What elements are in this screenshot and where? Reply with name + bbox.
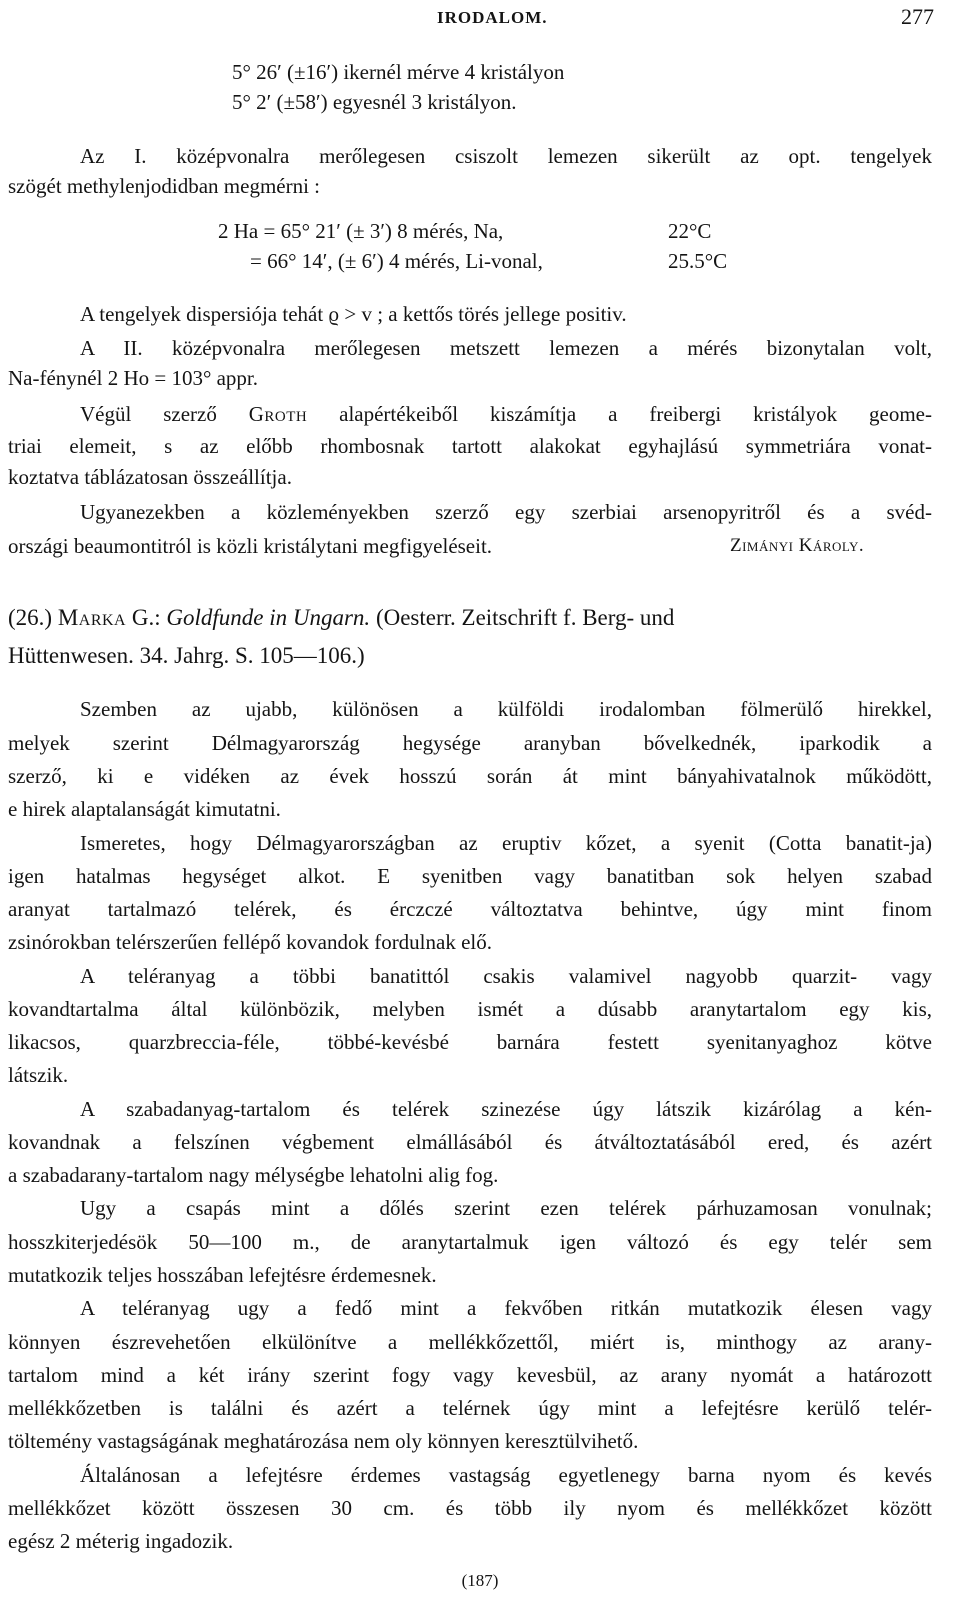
body-line: könnyen észrevehetően elkülönítve a mellékkőzettől, miért is, minthogy az arany- xyxy=(8,1330,932,1354)
paragraph-line: A II. középvonalra merőlegesen metszett lemezen a mérés bizonytalan volt, xyxy=(80,336,932,360)
body-line: Ugy a csapás mint a dőlés szerint ezen telérek párhuzamosan vonulnak; xyxy=(80,1196,932,1220)
body-line: mellékkőzetben is találni és azért a telérnek úgy mint a lefejtésre kerülő telér- xyxy=(8,1396,932,1420)
body-line: látszik. xyxy=(8,1063,69,1087)
angle-row-value: 2 Ha = 65° 21′ (± 3′) 8 mérés, Na, xyxy=(218,219,504,243)
sheet-number: (187) xyxy=(461,1571,499,1590)
body-line: kovandtartalma által különbözik, melyben ismét a dúsabb aranytartalom egy kis, xyxy=(8,997,932,1021)
body-line: zsinórokban telérszerűen fellépő kovandok fordulnak elő. xyxy=(8,930,492,954)
paragraph-line: Ugyanezekben a közleményekben szerző egy szerbiai arsenopyritről és a svéd- xyxy=(80,500,932,524)
measurement-line: 5° 2′ (±58′) egyesnél 3 kristályon. xyxy=(232,90,517,114)
reference-author-initial: G.: xyxy=(131,605,161,630)
reviewer-signature: Zimányi Károly. xyxy=(730,535,865,556)
body-line: A teléranyag a többi banatittól csakis valamivel nagyobb quarzit- vagy xyxy=(80,964,932,988)
body-line: A szabadanyag-tartalom és telérek szinezése úgy látszik kizárólag a kén- xyxy=(80,1097,932,1121)
body-line: Szemben az ujabb, különösen a külföldi irodalomban fölmerülő hirekkel, xyxy=(80,697,932,721)
paragraph-line: koztatva táblázatosan összeállítja. xyxy=(8,465,292,489)
reference-number: (26.) xyxy=(8,605,53,630)
body-line: Általánosan a lefejtésre érdemes vastagság egyetlenegy barna nyom és kevés xyxy=(80,1463,932,1487)
paragraph-line: Végül szerző Groth alapértékeiből kiszámítja a freibergi kristályok geome- xyxy=(80,402,932,426)
body-line: Ismeretes, hogy Délmagyarországban az eruptiv kőzet, a syenit (Cotta banatit-ja) xyxy=(80,831,932,855)
paragraph-line: A tengelyek dispersiója tehát ϱ > v ; a kettős törés jellege positiv. xyxy=(80,302,627,326)
body-line: szerző, ki e vidéken az évek hosszú során át mint bányahivatalnok működött, xyxy=(8,764,932,788)
body-line: egész 2 méterig ingadozik. xyxy=(8,1529,234,1553)
reference-author: Marka xyxy=(57,605,127,630)
paragraph-line: triai elemeit, s az előbb rhombosnak tartott alakokat egyhajlású symmetriára vonat- xyxy=(8,434,932,458)
paragraph-line: Na-fénynél 2 Ho = 103° appr. xyxy=(8,366,259,390)
page-header xyxy=(437,4,934,34)
body-line: töltemény vastagságának meghatározása nem oly könnyen keresztülvihető. xyxy=(8,1429,639,1453)
paragraph-line: Az I. középvonalra merőlegesen csiszolt lemezen sikerült az opt. tengelyek xyxy=(80,144,932,168)
angle-row-temp: 22°C xyxy=(668,219,712,243)
body-line: igen hatalmas hegységet alkot. E syenitben vagy banatitban sok helyen szabad xyxy=(8,864,932,888)
angle-row-temp: 25.5°C xyxy=(668,249,728,273)
angle-row-value: = 66° 14′, (± 6′) 4 mérés, Li-vonal, xyxy=(250,249,543,273)
body-line: mutatkozik teljes hosszában lefejtésre érdemesnek. xyxy=(8,1263,437,1287)
body-line: aranyat tartalmazó telérek, és érczczé változtatva behintve, úgy mint finom xyxy=(8,897,932,921)
body-line: A teléranyag ugy a fedő mint a fekvőben ritkán mutatkozik élesen vagy xyxy=(80,1296,932,1320)
body-line: likacsos, quarzbreccia-féle, többé-kevésbé barnára festett syenitanyaghoz kötve xyxy=(8,1030,932,1054)
page-number: 277 xyxy=(901,4,934,29)
author-name: Groth xyxy=(248,402,308,426)
running-title: IRODALOM. xyxy=(437,8,548,27)
paragraph-line: szögét methylenjodidban megmérni : xyxy=(8,174,321,198)
reference-heading xyxy=(8,604,674,632)
paragraph-line: országi beaumontitról is közli kristálytani megfigyeléseit. xyxy=(8,534,493,558)
body-line: mellékkőzet között összesen 30 cm. és több ily nyom és mellékkőzet között xyxy=(8,1496,932,1520)
reference-journal: (Oesterr. Zeitschrift f. Berg- und xyxy=(375,605,675,630)
body-line: melyek szerint Délmagyarország hegysége aranyban bővelkednék, iparkodik a xyxy=(8,731,932,755)
body-line: a szabadarany-tartalom nagy mélységbe lehatolni alig fog. xyxy=(8,1163,499,1187)
reference-title: Goldfunde in Ungarn. xyxy=(166,605,371,630)
body-line: kovandnak a felszínen végbement elmállásából és átváltoztatásából ered, és azért xyxy=(8,1130,932,1154)
measurement-line: 5° 26′ (±16′) ikernél mérve 4 kristályon xyxy=(232,60,565,84)
body-line: e hirek alaptalanságát kimutatni. xyxy=(8,797,281,821)
reference-line: Hüttenwesen. 34. Jahrg. S. 105—106.) xyxy=(8,643,365,668)
body-line: tartalom mind a két irány szerint fogy vagy kevesbül, az arany nyomát a határozott xyxy=(8,1363,932,1387)
body-line: hosszkiterjedésök 50—100 m., de aranytartalmuk igen változó és egy telér sem xyxy=(8,1230,932,1254)
